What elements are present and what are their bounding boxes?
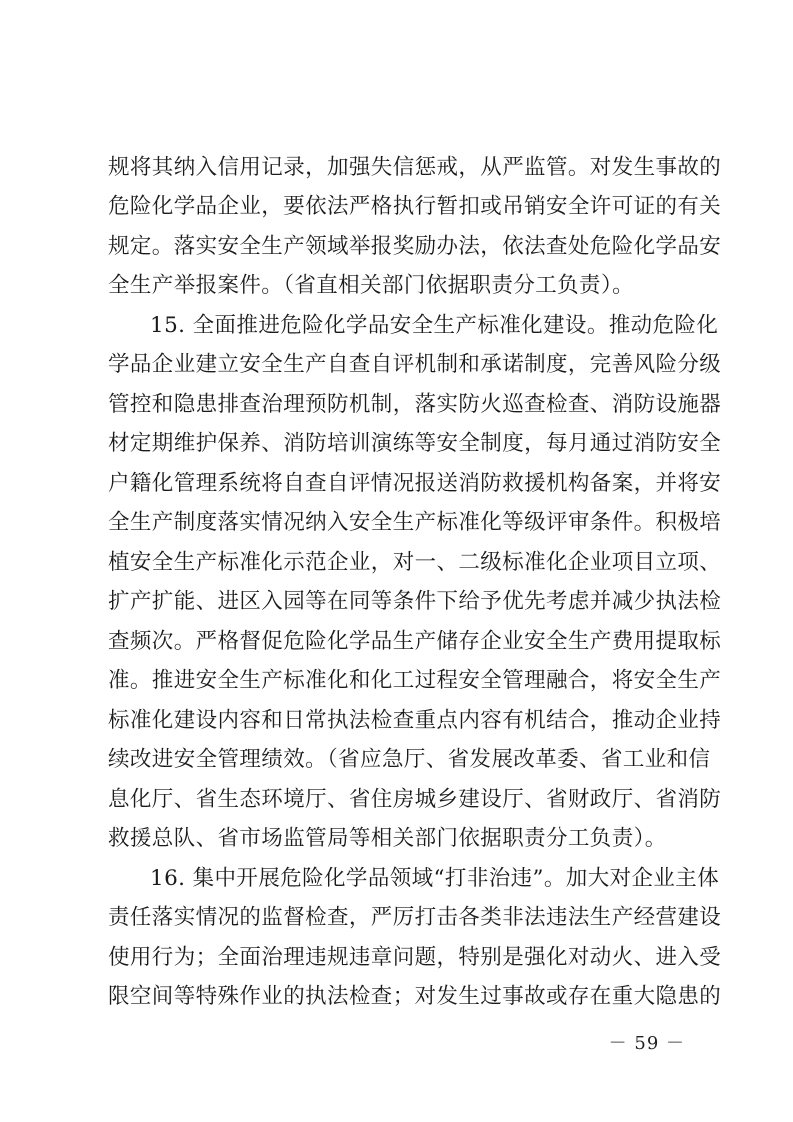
text-line: 全生产举报案件。（省直相关部门依据职责分工负责）。 — [108, 273, 635, 298]
text-line: 材定期维护保养、消防培训演练等安全制度，每月通过消防安全 — [108, 431, 722, 456]
text-line: 准。推进安全生产标准化和化工过程安全管理融合，将安全生产 — [108, 668, 722, 693]
text-line: 查频次。严格督促危险化学品生产储存企业安全生产费用提取标 — [108, 629, 722, 654]
text-line: 限空间等特殊作业的执法检查；对发生过事故或存在重大隐患的 — [108, 984, 722, 1009]
text-line: 息化厅、省生态环境厅、省住房城乡建设厅、省财政厅、省消防 — [108, 787, 722, 812]
text-line: 规将其纳入信用记录，加强失信惩戒，从严监管。对发生事故的 — [108, 155, 722, 180]
text-line: 管控和隐患排查治理预防机制，落实防火巡查检查、消防设施器 — [108, 392, 722, 417]
paragraph-16-first-line: 16. 集中开展危险化学品领域“打非治违”。加大对企业主体 — [150, 866, 720, 891]
page-number: － 59 － — [608, 1033, 685, 1054]
text-line: 学品企业建立安全生产自查自评机制和承诺制度，完善风险分级 — [108, 352, 722, 377]
text-line: 规定。落实安全生产领域举报奖励办法，依法查处危险化学品安 — [108, 234, 722, 259]
text-line: 标准化建设内容和日常执法检查重点内容有机结合，推动企业持 — [108, 708, 722, 733]
text-line: 救援总队、省市场监管局等相关部门依据职责分工负责）。 — [108, 826, 667, 851]
text-line: 危险化学品企业，要依法严格执行暂扣或吊销安全许可证的有关 — [108, 194, 722, 219]
text-line: 植安全生产标准化示范企业，对一、二级标准化企业项目立项、 — [108, 550, 722, 575]
text-line: 续改进安全管理绩效。（省应急厅、省发展改革委、省工业和信 — [108, 747, 711, 772]
text-line: 使用行为；全面治理违规违章问题，特别是强化对动火、进入受 — [108, 945, 722, 970]
text-line: 扩产扩能、进区入园等在同等条件下给予优先考虑并减少执法检 — [108, 589, 722, 614]
text-line: 全生产制度落实情况纳入安全生产标准化等级评审条件。积极培 — [108, 510, 722, 535]
text-line: 户籍化管理系统将自查自评情况报送消防救援机构备案，并将安 — [108, 471, 722, 496]
paragraph-15-first-line: 15. 全面推进危险化学品安全生产标准化建设。推动危险化 — [150, 313, 719, 338]
text-line: 责任落实情况的监督检查，严厉打击各类非法违法生产经营建设 — [108, 905, 722, 930]
